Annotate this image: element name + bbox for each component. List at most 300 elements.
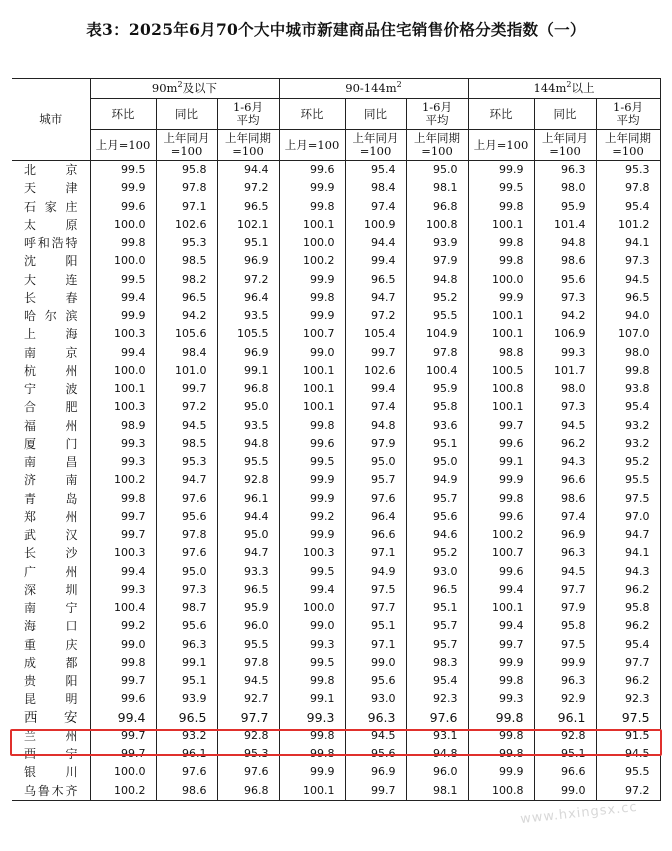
index-value-cell: 100.1 (279, 398, 345, 416)
index-value-cell: 94.6 (406, 526, 468, 544)
index-value-cell: 96.5 (345, 271, 406, 289)
index-value-cell: 98.6 (534, 252, 596, 270)
index-value-cell: 95.6 (345, 672, 406, 690)
index-value-cell: 96.9 (217, 252, 279, 270)
index-value-cell: 95.7 (406, 617, 468, 635)
index-value-cell: 97.6 (156, 490, 217, 508)
index-value-cell: 94.1 (596, 234, 660, 252)
city-name-cell: 沈阳 (12, 252, 90, 270)
city-name-cell: 昆明 (12, 690, 90, 708)
table-row (12, 161, 660, 180)
index-value-cell: 99.5 (279, 453, 345, 471)
index-value-cell: 96.9 (217, 344, 279, 362)
index-value-cell: 104.9 (406, 325, 468, 343)
index-value-cell: 93.9 (406, 234, 468, 252)
sub-header: 1-6月 平均 (596, 99, 660, 130)
index-value-cell: 94.8 (406, 271, 468, 289)
index-value-cell: 96.8 (217, 380, 279, 398)
index-value-cell: 93.2 (156, 727, 217, 745)
index-value-cell: 95.6 (156, 617, 217, 635)
index-value-cell: 98.4 (345, 179, 406, 197)
index-value-cell: 97.5 (534, 636, 596, 654)
table-row (12, 709, 660, 727)
index-value-cell: 97.0 (596, 508, 660, 526)
index-value-cell: 95.0 (406, 453, 468, 471)
index-value-cell: 95.1 (156, 672, 217, 690)
index-value-cell: 95.0 (217, 526, 279, 544)
index-value-cell: 100.8 (468, 380, 534, 398)
index-value-cell: 98.9 (90, 417, 156, 435)
index-value-cell: 94.7 (345, 289, 406, 307)
index-value-cell: 95.4 (596, 198, 660, 216)
index-value-cell: 94.1 (596, 544, 660, 562)
index-value-cell: 97.2 (345, 307, 406, 325)
table-row (12, 508, 660, 526)
table-row (12, 271, 660, 289)
city-name-cell: 乌鲁木齐 (12, 782, 90, 801)
table-row (12, 289, 660, 307)
index-value-cell: 99.8 (90, 490, 156, 508)
index-value-cell: 97.7 (534, 581, 596, 599)
city-name-cell: 厦门 (12, 435, 90, 453)
index-value-cell: 97.4 (345, 198, 406, 216)
index-value-cell: 100.0 (90, 216, 156, 234)
base-header: 上年同月 =100 (534, 130, 596, 161)
index-value-cell: 98.5 (156, 435, 217, 453)
index-value-cell: 99.0 (279, 344, 345, 362)
index-value-cell: 107.0 (596, 325, 660, 343)
table-row (12, 672, 660, 690)
index-value-cell: 97.1 (345, 636, 406, 654)
index-value-cell: 95.4 (596, 636, 660, 654)
city-column-header: 城市 (12, 79, 90, 161)
index-value-cell: 100.1 (279, 216, 345, 234)
group-header-suffix: 以上 (571, 81, 595, 95)
index-value-cell: 97.3 (534, 289, 596, 307)
index-value-cell: 99.4 (468, 617, 534, 635)
index-value-cell: 97.4 (534, 508, 596, 526)
table-row (12, 471, 660, 489)
sub-header: 环比 (468, 99, 534, 130)
index-value-cell: 97.9 (345, 435, 406, 453)
index-value-cell: 99.4 (90, 344, 156, 362)
index-value-cell: 99.5 (279, 654, 345, 672)
city-name-cell: 深圳 (12, 581, 90, 599)
index-value-cell: 100.1 (468, 599, 534, 617)
table-row (12, 417, 660, 435)
index-value-cell: 99.7 (468, 636, 534, 654)
index-value-cell: 97.1 (345, 544, 406, 562)
group-header-base: 90m (151, 81, 178, 95)
sub-header: 1-6月 平均 (406, 99, 468, 130)
table-row (12, 636, 660, 654)
index-value-cell: 99.8 (279, 417, 345, 435)
index-value-cell: 99.9 (468, 289, 534, 307)
index-value-cell: 94.2 (156, 307, 217, 325)
sub-header: 同比 (156, 99, 217, 130)
index-value-cell: 99.9 (279, 307, 345, 325)
index-value-cell: 99.0 (534, 782, 596, 801)
index-value-cell: 100.0 (90, 763, 156, 781)
table-row (12, 216, 660, 234)
city-name-cell: 武汉 (12, 526, 90, 544)
index-value-cell: 100.1 (279, 782, 345, 801)
index-value-cell: 98.0 (534, 380, 596, 398)
index-value-cell: 99.1 (279, 690, 345, 708)
index-value-cell: 96.3 (345, 709, 406, 727)
index-value-cell: 99.9 (534, 654, 596, 672)
index-value-cell: 94.3 (534, 453, 596, 471)
index-value-cell: 96.3 (156, 636, 217, 654)
index-value-cell: 97.9 (534, 599, 596, 617)
index-value-cell: 93.5 (217, 307, 279, 325)
index-value-cell: 95.4 (406, 672, 468, 690)
index-value-cell: 100.3 (279, 544, 345, 562)
index-value-cell: 97.8 (217, 654, 279, 672)
index-value-cell: 99.4 (345, 252, 406, 270)
index-value-cell: 97.6 (406, 709, 468, 727)
index-value-cell: 94.5 (217, 672, 279, 690)
index-value-cell: 94.3 (596, 563, 660, 581)
city-name-cell: 长沙 (12, 544, 90, 562)
index-value-cell: 102.6 (345, 362, 406, 380)
index-value-cell: 98.3 (406, 654, 468, 672)
table-row (12, 617, 660, 635)
index-value-cell: 99.9 (279, 271, 345, 289)
index-value-cell: 99.4 (90, 289, 156, 307)
table-row (12, 544, 660, 562)
city-name-cell: 呼和浩特 (12, 234, 90, 252)
table-row (12, 581, 660, 599)
index-value-cell: 97.7 (596, 654, 660, 672)
index-value-cell: 99.9 (90, 179, 156, 197)
table-row (12, 344, 660, 362)
index-value-cell: 99.8 (279, 727, 345, 745)
index-value-cell: 96.5 (217, 581, 279, 599)
index-value-cell: 98.7 (156, 599, 217, 617)
index-value-cell: 95.3 (217, 745, 279, 763)
table-row (12, 745, 660, 763)
base-header: 上年同期 =100 (406, 130, 468, 161)
index-value-cell: 100.1 (279, 380, 345, 398)
index-value-cell: 93.2 (596, 417, 660, 435)
index-value-cell: 99.9 (279, 490, 345, 508)
sub-header: 环比 (279, 99, 345, 130)
index-value-cell: 94.7 (156, 471, 217, 489)
index-value-cell: 95.3 (156, 234, 217, 252)
sub-header: 同比 (534, 99, 596, 130)
index-value-cell: 101.0 (156, 362, 217, 380)
index-value-cell: 99.7 (90, 745, 156, 763)
group-header-sup: 2 (177, 80, 183, 90)
index-value-cell: 97.4 (345, 398, 406, 416)
sub-header: 环比 (90, 99, 156, 130)
index-value-cell: 99.8 (279, 745, 345, 763)
index-value-cell: 102.6 (156, 216, 217, 234)
index-value-cell: 97.8 (156, 179, 217, 197)
index-value-cell: 100.7 (279, 325, 345, 343)
index-value-cell: 93.0 (406, 563, 468, 581)
table-row (12, 435, 660, 453)
index-value-cell: 100.1 (468, 307, 534, 325)
index-value-cell: 101.2 (596, 216, 660, 234)
index-value-cell: 94.7 (596, 526, 660, 544)
index-value-cell: 100.1 (468, 398, 534, 416)
index-value-cell: 100.2 (279, 252, 345, 270)
index-value-cell: 99.7 (90, 672, 156, 690)
index-value-cell: 95.1 (217, 234, 279, 252)
index-value-cell: 97.2 (596, 782, 660, 801)
index-value-cell: 94.8 (534, 234, 596, 252)
index-value-cell: 99.8 (468, 672, 534, 690)
city-name-cell: 成都 (12, 654, 90, 672)
index-value-cell: 96.5 (596, 289, 660, 307)
index-value-cell: 95.2 (406, 289, 468, 307)
index-value-cell: 99.9 (468, 161, 534, 180)
index-value-cell: 94.8 (217, 435, 279, 453)
index-value-cell: 92.8 (217, 471, 279, 489)
index-value-cell: 99.8 (468, 490, 534, 508)
index-value-cell: 99.3 (534, 344, 596, 362)
table-header (12, 79, 660, 161)
index-value-cell: 96.5 (156, 289, 217, 307)
index-value-cell: 100.3 (90, 398, 156, 416)
index-value-cell: 99.9 (468, 471, 534, 489)
index-value-cell: 96.2 (596, 672, 660, 690)
index-value-cell: 100.0 (279, 599, 345, 617)
index-value-cell: 99.1 (468, 453, 534, 471)
base-header: 上月=100 (279, 130, 345, 161)
city-name-cell: 海口 (12, 617, 90, 635)
index-value-cell: 99.4 (279, 581, 345, 599)
index-value-cell: 100.1 (468, 216, 534, 234)
index-value-cell: 96.6 (534, 763, 596, 781)
group-header-base: 90-144m (345, 81, 397, 95)
table-row (12, 252, 660, 270)
index-value-cell: 95.5 (217, 636, 279, 654)
index-value-cell: 98.1 (406, 782, 468, 801)
index-value-cell: 99.6 (279, 435, 345, 453)
index-value-cell: 100.3 (90, 544, 156, 562)
city-name-cell: 重庆 (12, 636, 90, 654)
index-value-cell: 100.4 (406, 362, 468, 380)
table-row (12, 563, 660, 581)
table-row (12, 690, 660, 708)
index-value-cell: 98.8 (468, 344, 534, 362)
index-value-cell: 99.9 (468, 763, 534, 781)
index-value-cell: 93.9 (156, 690, 217, 708)
index-value-cell: 95.8 (156, 161, 217, 180)
index-value-cell: 96.9 (534, 526, 596, 544)
index-value-cell: 99.1 (156, 654, 217, 672)
index-value-cell: 99.9 (279, 471, 345, 489)
group-header-3 (468, 79, 660, 99)
index-value-cell: 95.2 (406, 544, 468, 562)
index-value-cell: 96.8 (217, 782, 279, 801)
index-value-cell: 100.2 (90, 782, 156, 801)
index-value-cell: 95.3 (156, 453, 217, 471)
index-value-cell: 105.4 (345, 325, 406, 343)
index-value-cell: 97.8 (596, 179, 660, 197)
index-value-cell: 92.9 (534, 690, 596, 708)
index-value-cell: 97.3 (156, 581, 217, 599)
index-value-cell: 95.4 (596, 398, 660, 416)
index-value-cell: 95.7 (345, 471, 406, 489)
index-value-cell: 99.5 (90, 271, 156, 289)
index-value-cell: 96.4 (345, 508, 406, 526)
index-value-cell: 95.5 (406, 307, 468, 325)
city-name-cell: 天津 (12, 179, 90, 197)
table-row (12, 453, 660, 471)
index-value-cell: 99.6 (468, 508, 534, 526)
sub-header: 1-6月 平均 (217, 99, 279, 130)
index-value-cell: 95.5 (596, 471, 660, 489)
index-value-cell: 92.3 (406, 690, 468, 708)
index-value-cell: 94.8 (406, 745, 468, 763)
index-value-cell: 100.3 (90, 325, 156, 343)
index-value-cell: 99.8 (468, 252, 534, 270)
index-value-cell: 105.6 (156, 325, 217, 343)
index-value-cell: 99.8 (468, 709, 534, 727)
index-value-cell: 95.6 (156, 508, 217, 526)
city-name-cell: 北京 (12, 161, 90, 180)
index-value-cell: 99.6 (90, 198, 156, 216)
group-header-suffix: 及以下 (182, 81, 218, 95)
index-value-cell: 96.6 (534, 471, 596, 489)
index-value-cell: 99.4 (468, 581, 534, 599)
index-value-cell: 99.4 (345, 380, 406, 398)
index-value-cell: 99.8 (279, 198, 345, 216)
index-value-cell: 99.3 (90, 581, 156, 599)
city-name-cell: 济南 (12, 471, 90, 489)
table-row (12, 325, 660, 343)
index-value-cell: 95.1 (534, 745, 596, 763)
city-name-cell: 大连 (12, 271, 90, 289)
index-value-cell: 100.0 (279, 234, 345, 252)
index-value-cell: 96.9 (345, 763, 406, 781)
index-value-cell: 95.0 (406, 161, 468, 180)
index-value-cell: 94.7 (217, 544, 279, 562)
index-value-cell: 97.6 (156, 763, 217, 781)
index-value-cell: 96.0 (406, 763, 468, 781)
index-value-cell: 95.2 (596, 453, 660, 471)
table-row (12, 380, 660, 398)
index-value-cell: 95.6 (406, 508, 468, 526)
index-value-cell: 97.2 (156, 398, 217, 416)
index-value-cell: 98.2 (156, 271, 217, 289)
index-value-cell: 99.8 (468, 234, 534, 252)
index-value-cell: 99.4 (90, 563, 156, 581)
index-value-cell: 93.3 (217, 563, 279, 581)
index-value-cell: 99.9 (279, 763, 345, 781)
index-value-cell: 99.7 (468, 417, 534, 435)
index-value-cell: 99.9 (279, 179, 345, 197)
index-value-cell: 99.8 (90, 234, 156, 252)
index-value-cell: 95.0 (156, 563, 217, 581)
index-value-cell: 97.6 (345, 490, 406, 508)
city-name-cell: 哈尔滨 (12, 307, 90, 325)
index-value-cell: 100.5 (468, 362, 534, 380)
index-value-cell: 100.0 (468, 271, 534, 289)
index-value-cell: 93.5 (217, 417, 279, 435)
index-value-cell: 95.3 (596, 161, 660, 180)
index-value-cell: 99.3 (90, 453, 156, 471)
index-value-cell: 98.0 (534, 179, 596, 197)
index-value-cell: 93.2 (596, 435, 660, 453)
index-value-cell: 100.8 (468, 782, 534, 801)
index-value-cell: 101.7 (534, 362, 596, 380)
table-row (12, 526, 660, 544)
index-value-cell: 95.8 (406, 398, 468, 416)
index-value-cell: 97.3 (534, 398, 596, 416)
index-value-cell: 99.5 (279, 563, 345, 581)
index-value-cell: 97.2 (217, 179, 279, 197)
index-value-cell: 100.8 (406, 216, 468, 234)
index-value-cell: 100.7 (468, 544, 534, 562)
city-name-cell: 南昌 (12, 453, 90, 471)
index-value-cell: 101.4 (534, 216, 596, 234)
index-value-cell: 96.2 (596, 581, 660, 599)
city-name-cell: 西安 (12, 709, 90, 727)
index-value-cell: 98.4 (156, 344, 217, 362)
table-row (12, 782, 660, 801)
index-value-cell: 105.5 (217, 325, 279, 343)
index-value-cell: 99.8 (279, 289, 345, 307)
index-value-cell: 96.3 (534, 672, 596, 690)
index-value-cell: 94.4 (217, 161, 279, 180)
index-value-cell: 99.6 (90, 690, 156, 708)
index-value-cell: 99.6 (468, 563, 534, 581)
index-value-cell: 96.0 (217, 617, 279, 635)
index-value-cell: 99.2 (279, 508, 345, 526)
index-value-cell: 99.0 (279, 617, 345, 635)
index-value-cell: 99.1 (217, 362, 279, 380)
index-value-cell: 97.5 (345, 581, 406, 599)
index-value-cell: 95.5 (217, 453, 279, 471)
table-row (12, 490, 660, 508)
index-value-cell: 93.6 (406, 417, 468, 435)
index-value-cell: 99.9 (279, 526, 345, 544)
city-name-cell: 合肥 (12, 398, 90, 416)
index-value-cell: 95.7 (406, 636, 468, 654)
index-value-cell: 99.9 (468, 654, 534, 672)
index-value-cell: 94.2 (534, 307, 596, 325)
index-value-cell: 100.2 (468, 526, 534, 544)
index-value-cell: 95.4 (345, 161, 406, 180)
index-value-cell: 99.7 (90, 526, 156, 544)
index-value-cell: 97.9 (406, 252, 468, 270)
index-value-cell: 94.5 (596, 745, 660, 763)
index-value-cell: 94.5 (534, 417, 596, 435)
index-value-cell: 99.6 (279, 161, 345, 180)
index-value-cell: 99.6 (468, 435, 534, 453)
index-value-cell: 95.1 (406, 435, 468, 453)
index-value-cell: 99.0 (345, 654, 406, 672)
index-value-cell: 99.8 (596, 362, 660, 380)
base-header: 上年同月 =100 (156, 130, 217, 161)
index-value-cell: 99.8 (468, 727, 534, 745)
index-value-cell: 99.7 (156, 380, 217, 398)
group-header-2 (279, 79, 468, 99)
index-value-cell: 98.6 (534, 490, 596, 508)
city-name-cell: 银川 (12, 763, 90, 781)
index-value-cell: 97.7 (345, 599, 406, 617)
index-value-cell: 99.0 (90, 636, 156, 654)
table-body (12, 161, 660, 801)
table-row (12, 362, 660, 380)
index-value-cell: 92.3 (596, 690, 660, 708)
index-value-cell: 95.9 (217, 599, 279, 617)
